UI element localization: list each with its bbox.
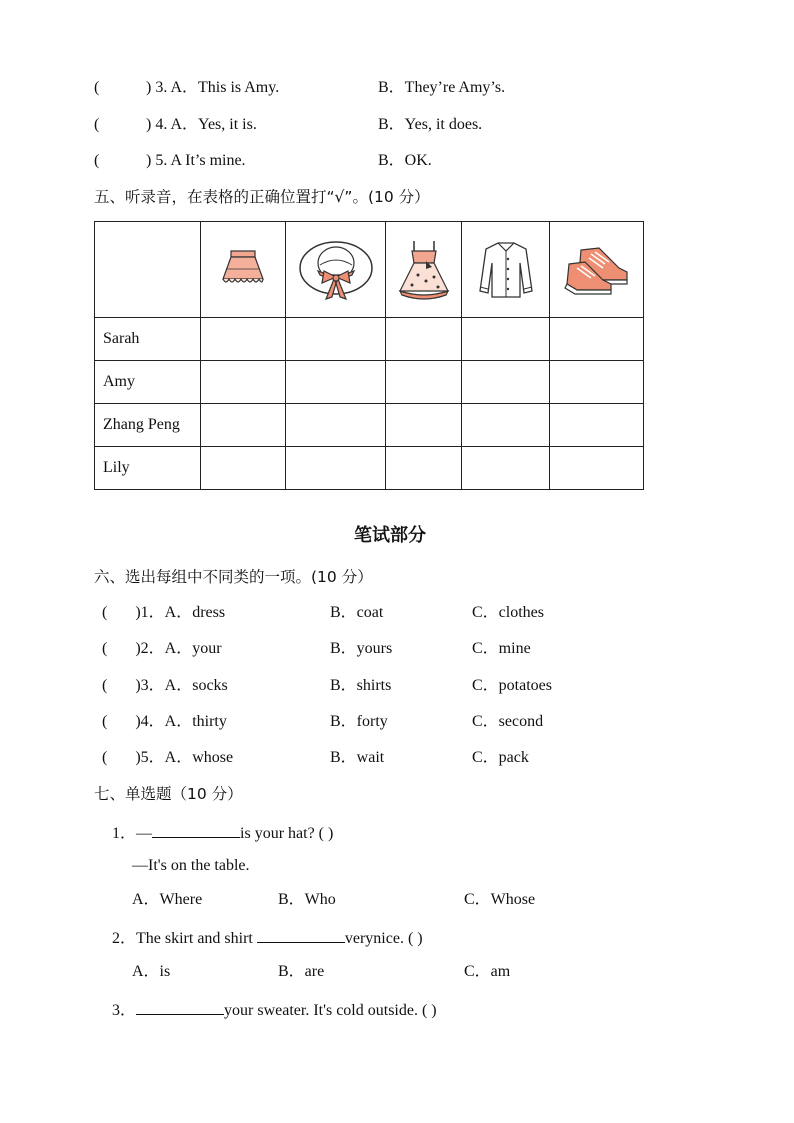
- option-a: 1．A．dress: [140, 604, 226, 621]
- option-c: C．clothes: [472, 604, 544, 621]
- question-text: verynice. ( ): [344, 930, 423, 947]
- option-b: B．forty: [330, 713, 388, 730]
- check-cell[interactable]: [550, 447, 644, 490]
- question-1-response: —It's on the table.: [132, 857, 250, 874]
- shoes-icon: [561, 240, 633, 300]
- part6-item: [102, 748, 233, 768]
- part4-item-4-b: [378, 115, 482, 135]
- option-a: A．Where: [132, 891, 203, 908]
- option-c: C．second: [472, 713, 544, 730]
- answer-paren[interactable]: ( ): [102, 713, 141, 730]
- answer-paren[interactable]: (: [94, 116, 100, 133]
- part6-item: [102, 712, 227, 732]
- check-cell[interactable]: [201, 318, 286, 361]
- part4-item-4: [94, 115, 99, 135]
- table-row: [95, 447, 644, 490]
- option-a: 5．A．whose: [140, 749, 234, 766]
- table-cell: [286, 222, 386, 318]
- option-c: C．potatoes: [472, 677, 552, 694]
- check-cell[interactable]: [286, 361, 386, 404]
- option-b: B．Who: [278, 891, 336, 908]
- table-corner-cell: [95, 222, 201, 318]
- check-cell[interactable]: [201, 361, 286, 404]
- question-text: your sweater. It's cold outside. ( ): [224, 1002, 437, 1019]
- written-section-title: 笔试部分: [354, 525, 426, 546]
- option-a: ) 5. A It’s mine.: [146, 152, 246, 169]
- listening-table: [94, 221, 644, 490]
- option-a: ) 3. A．This is Amy.: [146, 79, 280, 96]
- question-prefix: 1．—: [112, 825, 153, 842]
- table-header-row: [95, 222, 644, 318]
- table-cell: [550, 222, 644, 318]
- option-b: B．shirts: [330, 677, 392, 694]
- hat-icon: [296, 235, 376, 305]
- option-b: B．are: [278, 963, 325, 980]
- part4-item-4-text: [146, 115, 257, 135]
- option-b: B．coat: [330, 604, 384, 621]
- check-cell[interactable]: [462, 447, 550, 490]
- student-name: Lily: [95, 447, 201, 490]
- part6-item: [102, 676, 228, 696]
- answer-blank[interactable]: [136, 998, 224, 1015]
- answer-paren[interactable]: ( ): [102, 677, 141, 694]
- table-cell: [201, 222, 286, 318]
- part4-item-3: [94, 78, 99, 98]
- check-cell[interactable]: [201, 404, 286, 447]
- option-a: ) 4. A．Yes, it is.: [146, 116, 257, 133]
- question-prefix: 2．The skirt and shirt: [112, 930, 257, 947]
- part4-item-3-text: [146, 78, 279, 98]
- option-a: 2．A．your: [140, 640, 222, 657]
- check-cell[interactable]: [386, 318, 462, 361]
- student-name: Amy: [95, 361, 201, 404]
- part6-item: [102, 639, 222, 659]
- check-cell[interactable]: [462, 318, 550, 361]
- option-b: B．Yes, it does.: [378, 116, 483, 133]
- student-name: Zhang Peng: [95, 404, 201, 447]
- answer-paren[interactable]: (: [94, 152, 100, 169]
- table-cell: [386, 222, 462, 318]
- part4-item-3-b: [378, 78, 505, 98]
- option-c: C．pack: [472, 749, 529, 766]
- answer-blank[interactable]: [257, 926, 345, 943]
- part4-item-5-text: [146, 151, 246, 171]
- option-c: C．mine: [472, 640, 531, 657]
- check-cell[interactable]: [550, 361, 644, 404]
- check-cell[interactable]: [286, 404, 386, 447]
- part4-item-5: [94, 151, 99, 171]
- table-cell: [462, 222, 550, 318]
- option-b: B．yours: [330, 640, 393, 657]
- check-cell[interactable]: [201, 447, 286, 490]
- table-row: [95, 361, 644, 404]
- check-cell[interactable]: [286, 318, 386, 361]
- check-cell[interactable]: [286, 447, 386, 490]
- dress-icon: [392, 237, 456, 303]
- option-b: B．They’re Amy’s.: [378, 79, 506, 96]
- question-text: is your hat? ( ): [240, 825, 334, 842]
- skirt-icon: [213, 245, 273, 295]
- answer-paren[interactable]: ( ): [102, 604, 141, 621]
- option-b: B．wait: [330, 749, 385, 766]
- answer-paren[interactable]: (: [94, 79, 100, 96]
- option-b: B．OK.: [378, 152, 432, 169]
- part7-heading: 七、单选题（10 分）: [94, 785, 243, 803]
- part6-item: [102, 603, 225, 623]
- part4-item-5-b: [378, 151, 432, 171]
- check-cell[interactable]: [386, 404, 462, 447]
- check-cell[interactable]: [462, 361, 550, 404]
- answer-paren[interactable]: ( ): [102, 749, 141, 766]
- check-cell[interactable]: [462, 404, 550, 447]
- question-prefix: 3．: [112, 1002, 137, 1019]
- option-c: C．Whose: [464, 891, 536, 908]
- check-cell[interactable]: [386, 361, 462, 404]
- answer-blank[interactable]: [152, 821, 240, 838]
- option-a: 4．A．thirty: [140, 713, 227, 730]
- check-cell[interactable]: [386, 447, 462, 490]
- question-2: [112, 926, 423, 949]
- shirt-icon: [478, 239, 534, 301]
- table-row: [95, 404, 644, 447]
- check-cell[interactable]: [550, 404, 644, 447]
- table-row: [95, 318, 644, 361]
- option-a: 3．A．socks: [140, 677, 228, 694]
- question-3: [112, 998, 437, 1021]
- check-cell[interactable]: [550, 318, 644, 361]
- option-a: A．is: [132, 963, 171, 980]
- answer-paren[interactable]: ( ): [102, 640, 141, 657]
- part5-heading: 五、听录音，在表格的正确位置打“√”。(10 分）: [94, 188, 430, 206]
- question-1: [112, 821, 333, 844]
- option-c: C．am: [464, 963, 511, 980]
- student-name: Sarah: [95, 318, 201, 361]
- part6-heading: 六、选出每组中不同类的一项。(10 分）: [94, 568, 373, 586]
